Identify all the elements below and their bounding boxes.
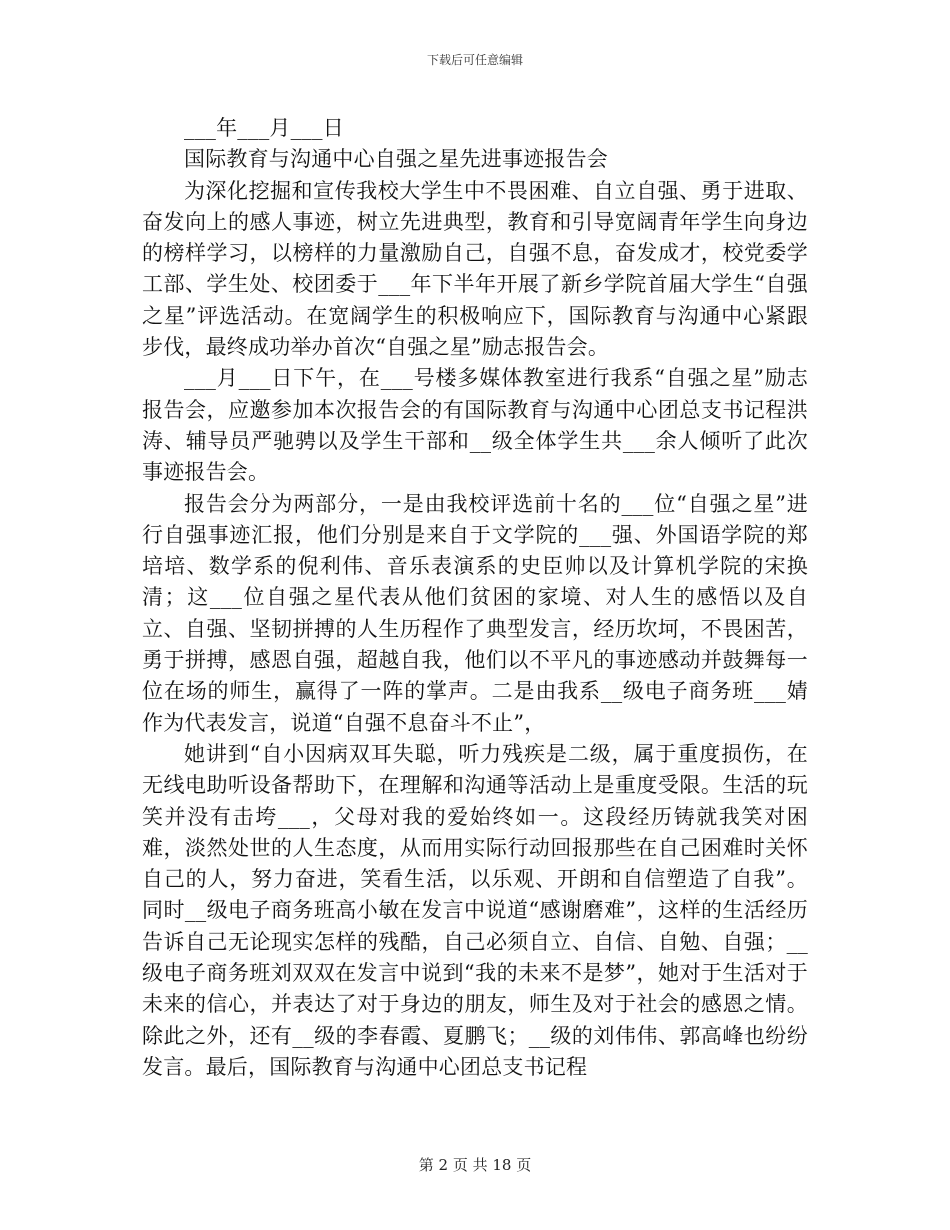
paragraph-1: 为深化挖掘和宣传我校大学生中不畏困难、自立自强、勇于进取、奋发向上的感人事迹，树立先进典型，教育和引导宽阔青年学生向身边的榜样学习，以榜样的力量激励自己，自强不息，奋发成才，校党委学工部、学生处、校团委于___年下半年开展了新乡学院首届大学生“自强之星”评选活动。在宽阔学生的积极响应下，国际教育与沟通中心紧跟步伐，最终成功举办首次“自强之星”励志报告会。 [142,178,808,360]
date-line: ___年___月___日 [184,116,344,140]
title-line: 国际教育与沟通中心自强之星先进事迹报告会 [184,147,608,172]
page-footer-number: 第 2 页 共 18 页 [418,1156,532,1174]
document-body [142,113,808,1083]
paragraph-3: 报告会分为两部分，一是由我校评选前十名的___位“自强之星”进行自强事迹汇报，他们分别是来自于文学院的___强、外国语学院的郑培培、数学系的倪利伟、音乐表演系的史臣帅以及计算机学院的宋换清；这___位自强之星代表从他们贫困的家境、对人生的感悟以及自立、自强、坚韧拼搏的人生历程作了典型发言，经历坎坷，不畏困苦，勇于拼搏，感恩自强，超越自我，他们以不平凡的事迹感动并鼓舞每一位在场的师生，赢得了一阵的掌声。二是由我系__级电子商务班___婧作为代表发言，说道“自强不息奋斗不止”， [142,491,808,735]
paragraph-2: ___月___日下午，在___号楼多媒体教室进行我系“自强之星”励志报告会，应邀参加本次报告会的有国际教育与沟通中心团总支书记程洪涛、辅导员严驰骋以及学生干部和__级全体学生共___余人倾听了此次事迹报告会。 [142,366,808,485]
paragraph-4: 她讲到“自小因病双耳失聪，听力残疾是二级，属于重度损伤，在无线电助听设备帮助下，在理解和沟通等活动上是重度受限。生活的玩笑并没有击垮___，父母对我的爱始终如一。这段经历铸就我笑对困难，淡然处世的人生态度，从而用实际行动回报那些在自己困难时关怀自己的人，努力奋进，笑看生活，以乐观、开朗和自信塑造了自我”。同时__级电子商务班高小敏在发言中说道“感谢磨难”，这样的生活经历告诉自己无论现实怎样的残酷，自己必须自立、自信、自勉、自强；__级电子商务班刘双双在发言中说到“我的未来不是梦”，她对于生活对于未来的信心，并表达了对于身边的朋友，师生及对于社会的感恩之情。除此之外，还有__级的李春霞、夏鹏飞；__级的刘伟伟、郭高峰也纷纷发言。最后，国际教育与沟通中心团总支书记程 [142,741,808,1079]
page-header-note: 下载后可任意编辑 [426,53,523,67]
